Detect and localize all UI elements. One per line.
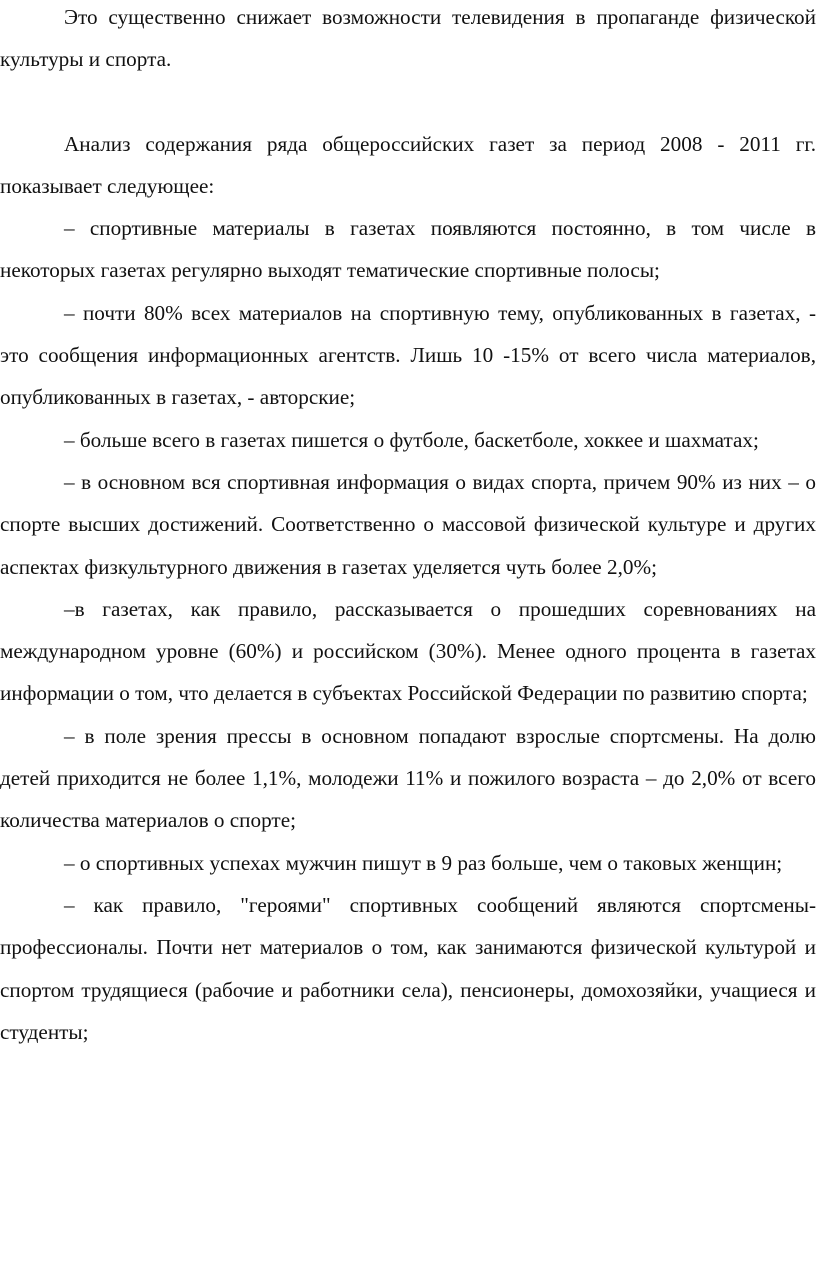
paragraph-men-vs-women: – о спортивных успехах мужчин пишут в 9 раз больше, чем о таковых женщин; <box>64 850 783 875</box>
paragraph-professional-heroes: – как правило, "героями" спортивных сообщений являются спортсмены-профессионалы. Почти нет материалов о том, как занимаются физической культурой и спортом трудящиеся (рабочие и работники села), пенсионеры, домохозяйки, учащиеся и студенты; <box>0 892 816 1044</box>
paragraph-spacer <box>0 81 816 123</box>
paragraph-popular-sports: – больше всего в газетах пишется о футболе, баскетболе, хоккее и шахматах; <box>64 427 759 452</box>
paragraph-adult-athletes: – в поле зрения прессы в основном попадают взрослые спортсмены. На долю детей приходится не более 1,1%, молодежи 11% и пожилого возраста – до 2,0% от всего количества материалов о спорте; <box>0 723 816 833</box>
paragraph-tv-propaganda: Это существенно снижает возможности телевидения в пропаганде физической культуры и спорта. <box>0 5 816 72</box>
paragraph-sports-materials: – спортивные материалы в газетах появляются постоянно, в том числе в некоторых газетах регулярно выходят тематические спортивные полосы; <box>0 216 816 283</box>
paragraph-elite-sports: – в основном вся спортивная информация о видах спорта, причем 90% из них – о спорте высших достижений. Соответственно о массовой физической культуре и других аспектах физкультурного движения в газетах уделяется чуть более 2,0%; <box>0 469 816 579</box>
paragraph-analysis-intro: Анализ содержания ряда общероссийских газет за период 2008 - 2011 гг. показывает следующее: <box>0 131 816 198</box>
paragraph-competitions: –в газетах, как правило, рассказывается о прошедших соревнованиях на международном уровне (60%) и российском (30%). Менее одного процента в газетах информации о том, что делается в субъектах Российской Федерации по развитию спорта; <box>0 596 816 706</box>
paragraph-agency-reports: – почти 80% всех материалов на спортивную тему, опубликованных в газетах, - это сообщения информационных агентств. Лишь 10 -15% от всего числа материалов, опубликованных в газетах, - авторские; <box>0 300 816 410</box>
